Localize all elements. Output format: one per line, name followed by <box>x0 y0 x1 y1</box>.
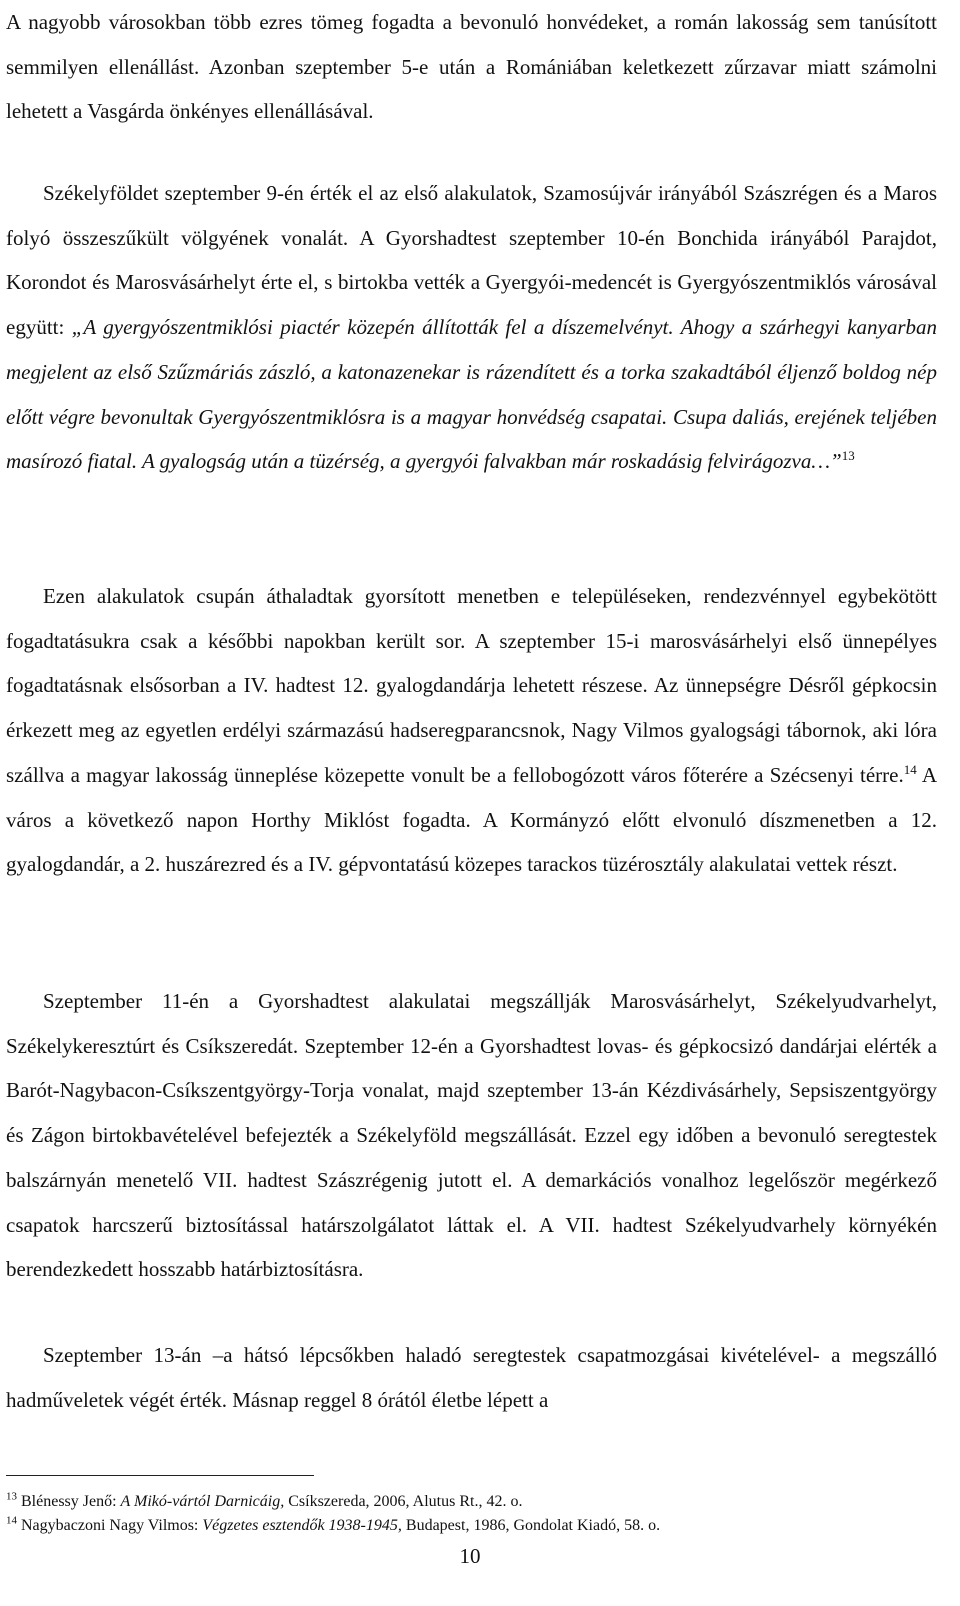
paragraph-5-text: Szeptember 13-án –a hátsó lépcsőkben haladó seregtestek csapatmozgásai kivételével- a megszálló hadműveletek végét érték. Másnap reggel 8 órától életbe lépett a <box>6 1343 937 1412</box>
page-number: 10 <box>459 1544 481 1568</box>
footnote-13 <box>6 1491 522 1513</box>
paragraph-2-text: Székelyföldet szeptember 9-én érték el az első alakulatok, Szamosújvár irányából Szászrégen és a Maros folyó összeszűkült völgyének vonalát. A Gyorshadtest szeptember 10-én Bonchida irányából Parajdot, Korondot és Marosvásárhelyt érte el, s birtokba vették a Gyergyói-medencét is Gyergyószentmiklós városával együtt: <box>6 181 937 340</box>
footnote-13-author: Blénessy Jenő: <box>17 1493 121 1510</box>
paragraph-4 <box>6 979 937 1292</box>
paragraph-3-text-b: A város a következő napon Horthy Miklóst fogadta. A Kormányzó előtt elvonuló díszmenetben a 12. gyalogdandár, a 2. huszárezred és a IV. gépvontatású közepes tarackos tüzérosztály alakulatai vettek részt. <box>6 762 937 877</box>
footnote-ref-14[interactable]: 14 <box>903 761 917 777</box>
footnote-13-title: A Mikó-vártól Darnicáig, <box>120 1493 285 1510</box>
paragraph-3-text-a: Ezen alakulatok csupán áthaladtak gyorsított menetben e településeken, rendezvénnyel egybekötött fogadtatásukra csak a későbbi napokban került sor. A szeptember 15-i marosvásárhelyi első ünnepélyes fogadtatásnak elsősorban a IV. hadtest 12. gyalogdandárja lehetett részese. Az ünnepségre Désről gépkocsin érkezett meg az egyetlen erdélyi származású hadseregparancsnok, Nagy Vilmos gyalogsági tábornok, aki lóra szállva a magyar lakosság ünneplése közepette vonult be a fellobogózott város főterére a Szécsenyi térre. <box>6 584 937 787</box>
paragraph-5 <box>6 1333 937 1422</box>
paragraph-1 <box>6 0 937 134</box>
paragraph-4-text: Szeptember 11-én a Gyorshadtest alakulatai megszállják Marosvásárhelyt, Székelyudvarhelyt, Székelykeresztúrt és Csíkszeredát. Szeptember 12-én a Gyorshadtest lovas- és gépkocsizó dandárjai elérték a Barót-Nagybacon-Csíkszentgyörgy-Torja vonalat, majd szeptember 13-án Kézdivásárhely, Sepsiszentgyörgy és Zágon birtokbavételével befejezték a Székelyföld megszállását. Ezzel egy időben a bevonuló seregtestek balszárnyán menetelő VII. hadtest Szászrégenig jutott el. A demarkációs vonalhoz legelőször megérkező csapatok harcszerű biztosítással határszolgálatot láttak el. A VII. hadtest Székelyudvarhely környékén berendezkedett hosszabb határbiztosításra. <box>6 989 937 1282</box>
footnote-14-title: Végzetes esztendők 1938-1945, <box>202 1517 402 1534</box>
footnote-ref-13[interactable]: 13 <box>841 448 855 464</box>
footnote-14 <box>6 1515 660 1537</box>
paragraph-1-text: A nagyobb városokban több ezres tömeg fogadta a bevonuló honvédeket, a román lakosság sem tanúsított semmilyen ellenállást. Azonban szeptember 5-e után a Romániában keletkezett zűrzavar miatt számolni lehetett a Vasgárda önkényes ellenállásával. <box>6 10 937 124</box>
footnote-separator <box>6 1475 314 1476</box>
footnote-13-publication: Csíkszereda, 2006, Alutus Rt., 42. o. <box>284 1493 523 1510</box>
footnote-14-author: Nagybaczoni Nagy Vilmos: <box>17 1517 203 1534</box>
paragraph-3 <box>6 574 937 887</box>
footnote-14-publication: Budapest, 1986, Gondolat Kiadó, 58. o. <box>401 1517 661 1534</box>
footnote-13-number: 13 <box>6 1490 17 1503</box>
paragraph-2 <box>6 171 937 484</box>
paragraph-2-quote: „A gyergyószentmiklósi piactér közepén állították fel a díszemelvényt. Ahogy a szárhegyi kanyarban megjelent az első Szűzmáriás zászló, a katonazenekar is rázendített és a torka szakadtából éljenző boldog nép előtt végre bevonultak Gyergyószentmiklósra is a magyar honvédség csapatai. Csupa daliás, erejének teljében masírozó fiatal. A gyalogság után a tüzérség, a gyergyói falvakban már roskadásig felvirágozva…” <box>6 315 937 474</box>
footnote-14-number: 14 <box>6 1514 17 1527</box>
